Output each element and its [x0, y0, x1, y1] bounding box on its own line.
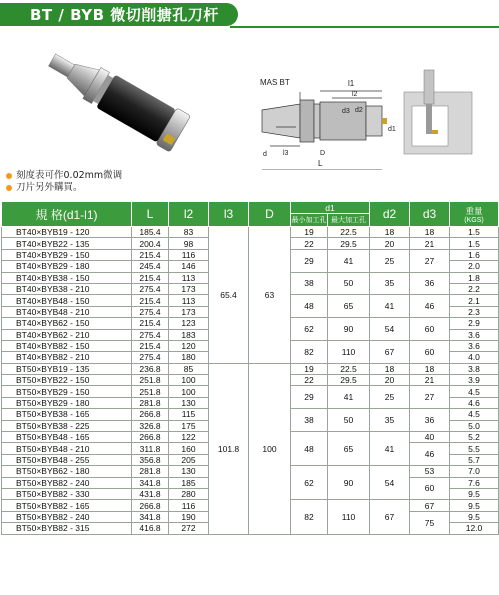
cell-L: 326.8 [132, 420, 169, 431]
cell-spec: BT50×BYB29 - 180 [2, 397, 132, 408]
cell-spec: BT40×BYB19 - 120 [2, 227, 132, 238]
cell-weight: 1.8 [450, 272, 499, 283]
cell-weight: 2.1 [450, 295, 499, 306]
cell-spec: BT50×BYB29 - 150 [2, 386, 132, 397]
cell-d3: 18 [410, 363, 450, 374]
cell-weight: 1.5 [450, 238, 499, 249]
cell-L: 275.4 [132, 306, 169, 317]
page-header [0, 0, 499, 30]
cell-l2: 115 [169, 409, 209, 420]
cell-spec: BT50×BYB38 - 165 [2, 409, 132, 420]
cell-d1-min: 22 [291, 375, 328, 386]
diagram-label-l1: l1 [348, 79, 355, 88]
cell-l2: 175 [169, 420, 209, 431]
cell-l2: 160 [169, 443, 209, 454]
workpiece-illustration [404, 70, 472, 154]
cell-d2: 35 [370, 409, 410, 432]
col-header-l3: l3 [209, 202, 249, 227]
cell-spec: BT40×BYB38 - 150 [2, 272, 132, 283]
cell-L: 311.8 [132, 443, 169, 454]
cell-L: 281.8 [132, 397, 169, 408]
note-item [6, 182, 122, 194]
diagram-label-mas-bt: MAS BT [260, 78, 290, 87]
diagram-label-l2: l2 [352, 91, 358, 98]
cell-d1-max: 65 [328, 295, 370, 318]
cell-d1-min: 62 [291, 318, 328, 341]
cell-spec: BT50×BYB22 - 150 [2, 375, 132, 386]
cell-spec: BT50×BYB19 - 135 [2, 363, 132, 374]
cell-L: 275.4 [132, 329, 169, 340]
cell-d1-max: 90 [328, 318, 370, 341]
cell-weight: 5.2 [450, 432, 499, 443]
cell-weight: 3.9 [450, 375, 499, 386]
table-body [2, 227, 499, 535]
cell-L: 275.4 [132, 352, 169, 363]
cell-spec: BT40×BYB38 - 210 [2, 283, 132, 294]
cell-L: 251.8 [132, 386, 169, 397]
cell-d1-min: 19 [291, 227, 328, 238]
diagram-label-d1: d1 [388, 126, 396, 133]
note-item [6, 170, 122, 182]
weight-label: 重量 [465, 205, 483, 216]
cell-L: 200.4 [132, 238, 169, 249]
diagram-label-D: D [320, 150, 326, 157]
cell-d2: 20 [370, 375, 410, 386]
cell-L: 215.4 [132, 295, 169, 306]
cell-L: 266.8 [132, 432, 169, 443]
cell-d1-min: 38 [291, 409, 328, 432]
cell-d2: 67 [370, 340, 410, 363]
cell-spec: BT40×BYB62 - 210 [2, 329, 132, 340]
col-header-L: L [132, 202, 169, 227]
cell-spec: BT40×BYB82 - 210 [2, 352, 132, 363]
cell-spec: BT40×BYB62 - 150 [2, 318, 132, 329]
bullet-icon [6, 173, 12, 179]
tool-holder-photo [42, 42, 191, 152]
cell-l3: 65.4 [209, 227, 249, 364]
cell-L: 341.8 [132, 477, 169, 488]
cell-spec: BT50×BYB82 - 330 [2, 488, 132, 499]
cell-d3: 60 [410, 318, 450, 341]
cell-spec: BT50×BYB48 - 210 [2, 443, 132, 454]
diagram-label-d2: d2 [355, 107, 363, 114]
cell-l2: 123 [169, 318, 209, 329]
cell-spec: BT50×BYB82 - 240 [2, 511, 132, 522]
cell-d3: 46 [410, 443, 450, 466]
cell-spec: BT40×BYB29 - 150 [2, 249, 132, 260]
col-header-weight [450, 202, 499, 227]
cell-weight: 1.6 [450, 249, 499, 260]
cell-weight: 5.0 [450, 420, 499, 431]
cell-spec: BT50×BYB48 - 255 [2, 454, 132, 465]
cell-d2: 41 [370, 432, 410, 466]
cell-l2: 113 [169, 272, 209, 283]
cell-d2: 20 [370, 238, 410, 249]
cell-d3: 18 [410, 227, 450, 238]
cell-d1-min: 38 [291, 272, 328, 295]
diagram-label-L: L [318, 159, 323, 168]
cell-d1-max: 22.5 [328, 363, 370, 374]
cell-L: 185.4 [132, 227, 169, 238]
cell-weight: 3.6 [450, 340, 499, 351]
diagram-label-d3: d3 [342, 108, 350, 115]
cell-l2: 190 [169, 511, 209, 522]
cell-spec: BT40×BYB82 - 150 [2, 340, 132, 351]
cell-l2: 120 [169, 340, 209, 351]
cell-d2: 41 [370, 295, 410, 318]
cell-weight: 2.3 [450, 306, 499, 317]
cell-d1-max: 41 [328, 386, 370, 409]
cell-spec: BT50×BYB48 - 165 [2, 432, 132, 443]
cell-d1-min: 48 [291, 295, 328, 318]
cell-l2: 85 [169, 363, 209, 374]
col-header-D: D [249, 202, 291, 227]
cell-L: 266.8 [132, 409, 169, 420]
cell-d1-max: 50 [328, 409, 370, 432]
cell-weight: 9.5 [450, 511, 499, 522]
cell-weight: 2.2 [450, 283, 499, 294]
cell-d2: 18 [370, 227, 410, 238]
cell-L: 356.8 [132, 454, 169, 465]
cell-d1-max: 29.5 [328, 238, 370, 249]
diagram-label-d: d [263, 151, 267, 158]
cell-spec: BT40×BYB29 - 180 [2, 261, 132, 272]
cell-D: 100 [249, 363, 291, 534]
cell-l2: 116 [169, 500, 209, 511]
cell-L: 251.8 [132, 375, 169, 386]
cell-d3: 46 [410, 295, 450, 318]
cell-d2: 25 [370, 249, 410, 272]
cell-l2: 173 [169, 283, 209, 294]
diagram-label-l3: l3 [283, 150, 289, 157]
cell-weight: 9.5 [450, 500, 499, 511]
cell-weight: 7.6 [450, 477, 499, 488]
cell-l3: 101.8 [209, 363, 249, 534]
cell-d3: 67 [410, 500, 450, 511]
page-title: BT / BYB 微切削搪孔刀杆 [30, 6, 219, 24]
cell-weight: 4.6 [450, 397, 499, 408]
table-row [2, 227, 499, 238]
cell-d1-min: 82 [291, 500, 328, 534]
cell-d3: 21 [410, 375, 450, 386]
weight-unit: (KGS) [464, 216, 484, 224]
cell-d3: 53 [410, 466, 450, 477]
cell-weight: 4.5 [450, 409, 499, 420]
cell-l2: 183 [169, 329, 209, 340]
cell-l2: 130 [169, 397, 209, 408]
cell-d1-max: 65 [328, 432, 370, 466]
cell-L: 215.4 [132, 318, 169, 329]
cell-L: 245.4 [132, 261, 169, 272]
cell-l2: 173 [169, 306, 209, 317]
cell-l2: 83 [169, 227, 209, 238]
cell-d3: 36 [410, 409, 450, 432]
cell-d1-min: 22 [291, 238, 328, 249]
cell-L: 215.4 [132, 340, 169, 351]
cell-l2: 146 [169, 261, 209, 272]
col-header-d3: d3 [410, 202, 450, 227]
cell-weight: 1.5 [450, 227, 499, 238]
notes [6, 170, 122, 194]
cell-d2: 54 [370, 318, 410, 341]
cell-L: 281.8 [132, 466, 169, 477]
cell-d3: 75 [410, 511, 450, 534]
cell-weight: 5.5 [450, 443, 499, 454]
cell-weight: 12.0 [450, 523, 499, 534]
cell-weight: 3.6 [450, 329, 499, 340]
cell-L: 431.8 [132, 488, 169, 499]
cell-weight: 4.0 [450, 352, 499, 363]
cell-D: 63 [249, 227, 291, 364]
cell-d1-min: 62 [291, 466, 328, 500]
cell-weight: 2.9 [450, 318, 499, 329]
cell-L: 341.8 [132, 511, 169, 522]
cell-l2: 280 [169, 488, 209, 499]
cell-d3: 27 [410, 386, 450, 409]
cell-l2: 205 [169, 454, 209, 465]
cell-L: 416.8 [132, 523, 169, 534]
cell-d2: 35 [370, 272, 410, 295]
cell-weight: 4.5 [450, 386, 499, 397]
cell-d3: 36 [410, 272, 450, 295]
cell-l2: 185 [169, 477, 209, 488]
cell-spec: BT40×BYB48 - 210 [2, 306, 132, 317]
cell-l2: 113 [169, 295, 209, 306]
col-header-spec: 規 格(d1-l1) [2, 202, 132, 227]
dimension-drawing [262, 91, 387, 170]
cell-d3: 60 [410, 477, 450, 500]
cell-d3: 21 [410, 238, 450, 249]
note-text: 刻度表可作0.02mm微调 [16, 170, 123, 181]
cell-l2: 272 [169, 523, 209, 534]
cell-d3: 27 [410, 249, 450, 272]
cell-L: 215.4 [132, 272, 169, 283]
cell-L: 236.8 [132, 363, 169, 374]
cell-l2: 116 [169, 249, 209, 260]
spec-table [1, 201, 499, 535]
cell-l2: 122 [169, 432, 209, 443]
cell-spec: BT50×BYB62 - 180 [2, 466, 132, 477]
cell-l2: 180 [169, 352, 209, 363]
col-header-d1-min: 最小加工孔 [291, 214, 328, 227]
cell-l2: 130 [169, 466, 209, 477]
cell-weight: 3.8 [450, 363, 499, 374]
cell-l2: 100 [169, 386, 209, 397]
cell-d1-max: 29.5 [328, 375, 370, 386]
cell-d1-max: 110 [328, 500, 370, 534]
cell-d2: 67 [370, 500, 410, 534]
col-header-d1: d1 [291, 202, 370, 214]
cell-l2: 100 [169, 375, 209, 386]
cell-d1-max: 90 [328, 466, 370, 500]
cell-d1-min: 29 [291, 249, 328, 272]
cell-d1-max: 22.5 [328, 227, 370, 238]
cell-spec: BT50×BYB82 - 240 [2, 477, 132, 488]
cell-d1-min: 48 [291, 432, 328, 466]
cell-spec: BT50×BYB38 - 225 [2, 420, 132, 431]
col-header-d2: d2 [370, 202, 410, 227]
product-illustrations [0, 30, 499, 170]
cell-d1-min: 19 [291, 363, 328, 374]
cell-d1-max: 110 [328, 340, 370, 363]
cell-weight: 2.0 [450, 261, 499, 272]
table-row [2, 363, 499, 374]
cell-d1-max: 41 [328, 249, 370, 272]
cell-d2: 18 [370, 363, 410, 374]
cell-d3: 40 [410, 432, 450, 443]
cell-d1-min: 82 [291, 340, 328, 363]
cell-L: 275.4 [132, 283, 169, 294]
bullet-icon [6, 185, 12, 191]
cell-spec: BT40×BYB48 - 150 [2, 295, 132, 306]
cell-L: 215.4 [132, 249, 169, 260]
cell-spec: BT50×BYB82 - 315 [2, 523, 132, 534]
cell-d2: 54 [370, 466, 410, 500]
cell-d1-min: 29 [291, 386, 328, 409]
col-header-l2: l2 [169, 202, 209, 227]
cell-weight: 7.0 [450, 466, 499, 477]
cell-d2: 25 [370, 386, 410, 409]
cell-L: 266.8 [132, 500, 169, 511]
header-rule [230, 26, 499, 28]
cell-weight: 9.5 [450, 488, 499, 499]
cell-weight: 5.7 [450, 454, 499, 465]
col-header-d1-max: 最大加工孔 [328, 214, 370, 227]
cell-l2: 98 [169, 238, 209, 249]
cell-spec: BT40×BYB22 - 135 [2, 238, 132, 249]
cell-d1-max: 50 [328, 272, 370, 295]
cell-d3: 60 [410, 340, 450, 363]
cell-spec: BT50×BYB82 - 165 [2, 500, 132, 511]
note-text: 刀片另外購買。 [16, 182, 83, 193]
